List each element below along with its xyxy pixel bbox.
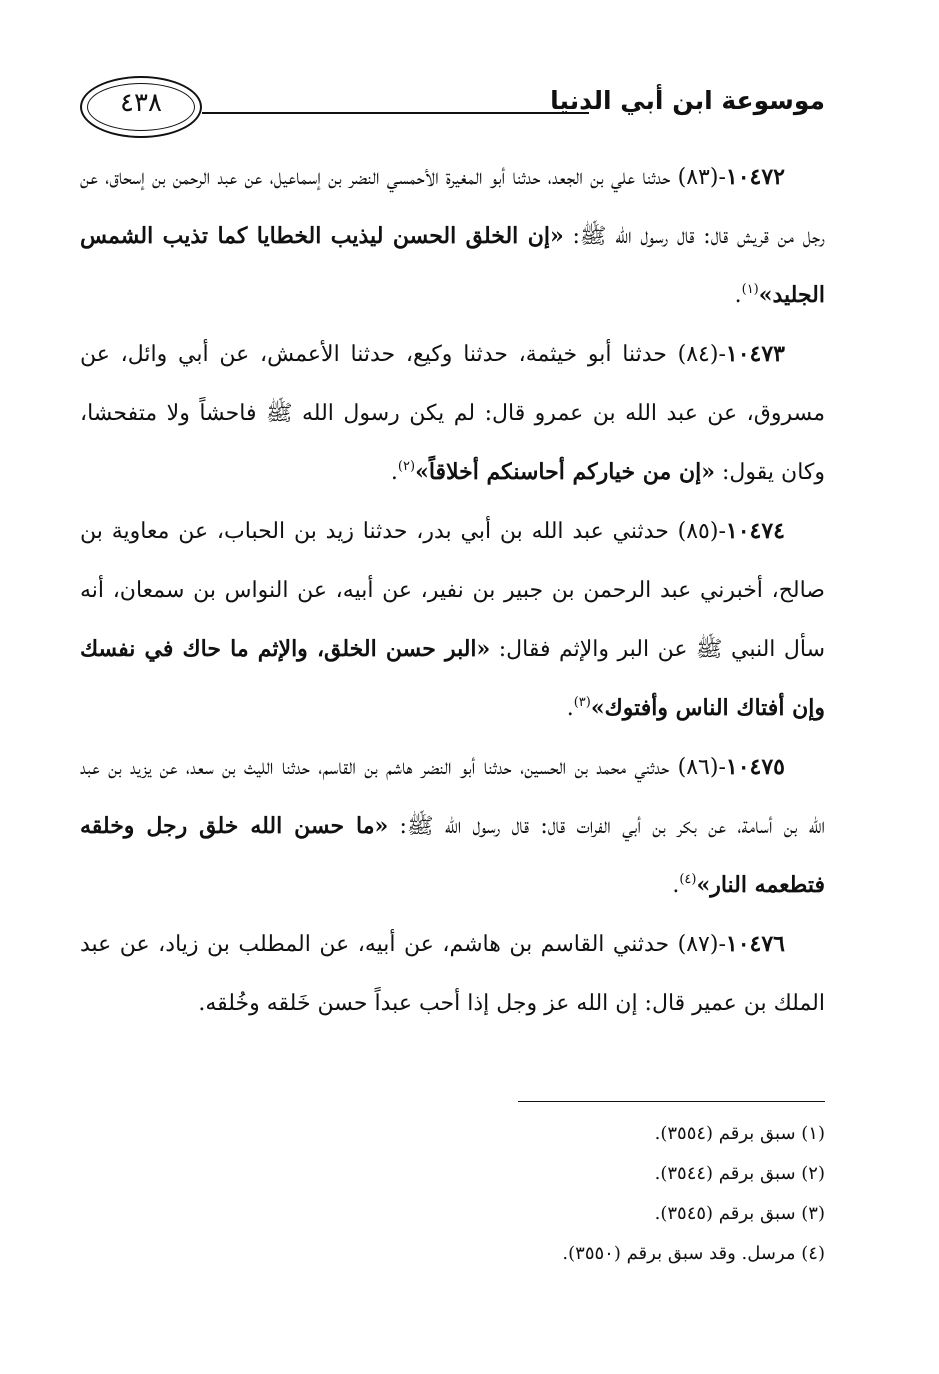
header-rule xyxy=(202,112,589,114)
entry-number: ١٠٤٧٣ xyxy=(725,341,785,367)
footnote: (٤) مرسل. وقد سبق برقم (٣٥٥٠). xyxy=(562,1243,825,1264)
entry-number: ١٠٤٧٦ xyxy=(725,931,785,957)
footnote-ref: (٢) xyxy=(397,459,416,474)
hadith-entry xyxy=(80,738,825,915)
entry-number: ١٠٤٧٥ xyxy=(725,754,785,780)
footnotes xyxy=(80,1114,825,1274)
book-title: موسوعة ابن أبي الدنيا xyxy=(550,86,825,115)
entry-number: ١٠٤٧٢ xyxy=(725,164,785,190)
hadith-quote: «البر حسن الخلق، والإثم ما حاك في نفسك وإن أفتاك الناس وأفتوك» xyxy=(80,636,825,721)
entry-number: ١٠٤٧٤ xyxy=(725,518,785,544)
entry-end: . xyxy=(390,460,398,485)
hadith-quote: «ما حسن الله خلق رجل وخلقه فتطعمه النار» xyxy=(80,813,825,898)
page-number: ٤٣٨ xyxy=(120,88,162,118)
entry-text: -(٨٦) حدثني محمد بن الحسين، حدثنا أبو النضر هاشم بن القاسم، حدثنا الليث بن سعد، عن يزيد بن عبد الله بن أسامة، عن بكر بن أبي الفرات قال: قال رسول الله ﷺ: xyxy=(80,755,826,839)
entry-end: . xyxy=(566,696,574,721)
hadith-entry xyxy=(80,325,825,502)
hadith-entry xyxy=(80,148,825,325)
footnote-ref: (٤) xyxy=(679,872,697,887)
page-number-badge xyxy=(80,76,202,138)
footnote: (٢) سبق برقم (٣٥٤٤). xyxy=(654,1163,825,1184)
entry-text: -(٨٤) حدثنا أبو خيثمة، حدثنا وكيع، حدثنا الأعمش، عن أبي وائل، عن مسروق، عن عبد الله بن عمرو قال: لم يكن رسول الله ﷺ فاحشاً ولا متفحشا، وكان يقول: xyxy=(80,342,825,485)
entry-text: -(٨٥) حدثني عبد الله بن أبي بدر، حدثنا زيد بن الحباب، عن معاوية بن صالح، أخبرني عبد الرحمن بن جبير بن نفير، عن أبيه، عن النواس بن سمعان، أنه سأل النبي ﷺ عن البر والإثم فقال: xyxy=(80,519,826,662)
main-text xyxy=(80,148,825,1033)
entry-end: . xyxy=(672,873,680,898)
footnote: (١) سبق برقم (٣٥٥٤). xyxy=(654,1123,825,1144)
hadith-entry xyxy=(80,915,825,1033)
footnote-ref: (١) xyxy=(741,282,759,297)
hadith-quote: «إن من خياركم أحاسنكم أخلاقاً» xyxy=(415,459,716,485)
entry-text: -(٨٧) حدثني القاسم بن هاشم، عن أبيه، عن المطلب بن زياد، عن عبد الملك بن عمير قال: إن الله عز وجل إذا أحب عبداً حسن خَلقه وخُلقه. xyxy=(80,932,825,1016)
hadith-quote: «إن الخلق الحسن ليذيب الخطايا كما تذيب الشمس الجليد» xyxy=(80,223,825,308)
entry-text: -(٨٣) حدثنا علي بن الجعد، حدثنا أبو المغيرة الأحمسي النضر بن إسماعيل، عن عبد الرحمن بن إسحاق، عن رجل من قريش قال: قال رسول الله ﷺ: xyxy=(80,165,825,249)
footnote-ref: (٣) xyxy=(573,695,591,710)
entry-end: . xyxy=(734,283,742,308)
footnote: (٣) سبق برقم (٣٥٤٥). xyxy=(654,1203,825,1224)
footnote-separator xyxy=(518,1101,825,1102)
hadith-entry xyxy=(80,502,825,738)
page-header xyxy=(80,72,825,142)
